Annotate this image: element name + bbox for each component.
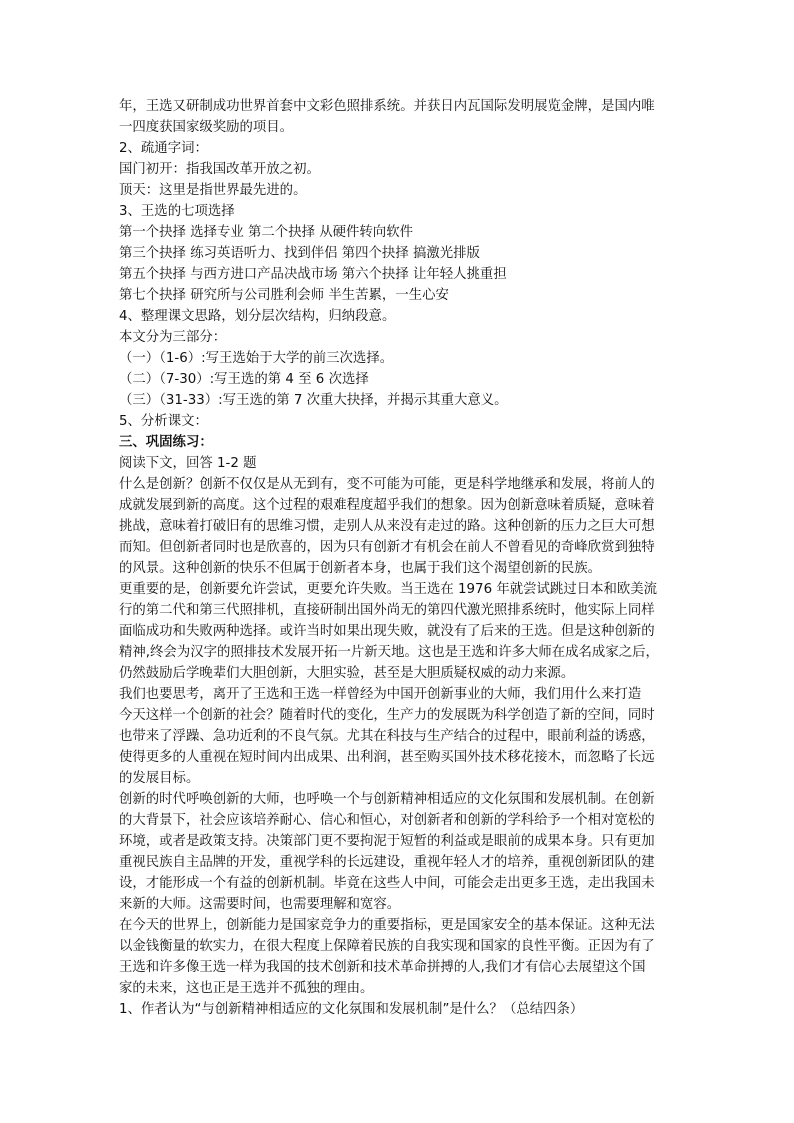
text-line: 本文分为三部分： — [119, 330, 227, 345]
section-heading: 2、疏通字词： — [119, 141, 208, 156]
choice-line: 第五个抉择 与西方进口产品决战市场 第六个抉择 让年轻人挑重担 — [119, 267, 507, 282]
instruction-line: 阅读下文，回答 1-2 题 — [119, 456, 257, 471]
passage-line: 而知。但创新者同时也是欣喜的，因为只有创新才有机会在前人不曾看见的奇峰欣赏到独特 — [119, 540, 655, 555]
passage-line: 以金钱衡量的软实力，在很大程度上保障着民族的自我实现和国家的良性平衡。正因为有了 — [119, 939, 655, 954]
passage-line: 精神,终会为汉字的照排技术发展开拓一片新天地。这也是王选和许多大师在成名成家之后， — [119, 645, 659, 660]
passage-line: 来新的大师。这需要时间，也需要理解和宽容。 — [119, 897, 401, 912]
passage-line: 我们也要思考，离开了王选和王选一样曾经为中国开创新事业的大师，我们用什么来打造 — [119, 687, 642, 702]
passage-line: 行的第二代和第三代照排机，直接研制出国外尚无的第四代激光照排系统时，他实际上同样 — [119, 603, 655, 618]
text-line: 国门初开：指我国改革开放之初。 — [119, 162, 320, 177]
passage-line: 的发展目标。 — [119, 771, 200, 786]
text-line: 年，王选又研制成功世界首套中文彩色照排系统。并获日内瓦国际发明展览金牌，是国内唯 — [119, 99, 655, 114]
passage-line: 成就发展到新的高度。这个过程的艰难程度超乎我们的想象。因为创新意味着质疑，意味着 — [119, 498, 655, 513]
passage-line: 什么是创新？创新不仅仅是从无到有，变不可能为可能，更是科学地继承和发展，将前人的 — [119, 477, 655, 492]
text-line: 一四度获国家级奖励的项目。 — [119, 120, 294, 135]
passage-line: 也带来了浮躁、急功近利的不良气氛。尤其在科技与生产结合的过程中，眼前利益的诱惑， — [119, 729, 655, 744]
question-line: 1、作者认为“与创新精神相适应的文化氛围和发展机制”是什么？（总结四条） — [119, 1002, 584, 1017]
passage-line: 王选和许多像王选一样为我国的技术创新和技术革命拼搏的人,我们才有信心去展望这个国 — [119, 960, 646, 975]
choice-line: 第一个抉择 选择专业 第二个抉择 从硬件转向软件 — [119, 225, 413, 240]
exercise-heading: 三、巩固练习： — [119, 435, 213, 450]
section-heading: 5、分析课文： — [119, 414, 208, 429]
passage-line: 更重要的是，创新要允许尝试，更要允许失败。当王选在 1976 年就尝试跳过日本和欧美流 — [119, 582, 658, 597]
passage-line: 仍然鼓励后学晚辈们大胆创新，大胆实验，甚至是大胆质疑权威的动力来源。 — [119, 666, 575, 681]
passage-line: 面临成功和失败两种选择。或许当时如果出现失败，就没有了后来的王选。但是这种创新的 — [119, 624, 655, 639]
passage-line: 的风景。这种创新的快乐不但属于创新者本身，也属于我们这个渴望创新的民族。 — [119, 561, 602, 576]
passage-line: 设，才能形成一个有益的创新机制。毕竟在这些人中间，可能会走出更多王选，走出我国未 — [119, 876, 655, 891]
part-line: （三）（31-33）:写王选的第 7 次重大抉择，并揭示其重大意义。 — [119, 393, 508, 408]
passage-line: 今天这样一个创新的社会？随着时代的变化，生产力的发展既为科学创造了新的空间，同时 — [119, 708, 655, 723]
section-heading: 3、王选的七项选择 — [119, 204, 235, 219]
passage-line: 家的未来，这也正是王选并不孤独的理由。 — [119, 981, 374, 996]
passage-line: 的大背景下，社会应该培养耐心、信心和恒心，对创新者和创新的学科给予一个相对宽松的 — [119, 813, 655, 828]
passage-line: 创新的时代呼唤创新的大师，也呼唤一个与创新精神相适应的文化氛围和发展机制。在创新 — [119, 792, 655, 807]
passage-line: 环境，或者是政策支持。决策部门更不要拘泥于短暂的利益或是眼前的成果本身。只有更加 — [119, 834, 655, 849]
part-line: （一）（1-6）:写王选始于大学的前三次选择。 — [119, 351, 394, 366]
passage-line: 在今天的世界上，创新能力是国家竞争力的重要指标，更是国家安全的基本保证。这种无法 — [119, 918, 655, 933]
document-page — [119, 96, 681, 1020]
choice-line: 第七个抉择 研究所与公司胜利会师 半生苦累，一生心安 — [119, 288, 449, 303]
passage-line: 使得更多的人重视在短时间内出成果、出利润，甚至购买国外技术移花接木，而忽略了长远 — [119, 750, 655, 765]
passage-line: 挑战，意味着打破旧有的思维习惯，走别人从来没有走过的路。这种创新的压力之巨大可想 — [119, 519, 655, 534]
choice-line: 第三个抉择 练习英语听力、找到伴侣 第四个抉择 搞激光排版 — [119, 246, 480, 261]
passage-line: 重视民族自主品牌的开发，重视学科的长远建设，重视年轻人才的培养，重视创新团队的建 — [119, 855, 655, 870]
part-line: （二）（7-30）:写王选的第 4 至 6 次选择 — [119, 372, 369, 387]
section-heading: 4、整理课文思路，划分层次结构，归纳段意。 — [119, 309, 396, 324]
text-line: 顶天：这里是指世界最先进的。 — [119, 183, 307, 198]
